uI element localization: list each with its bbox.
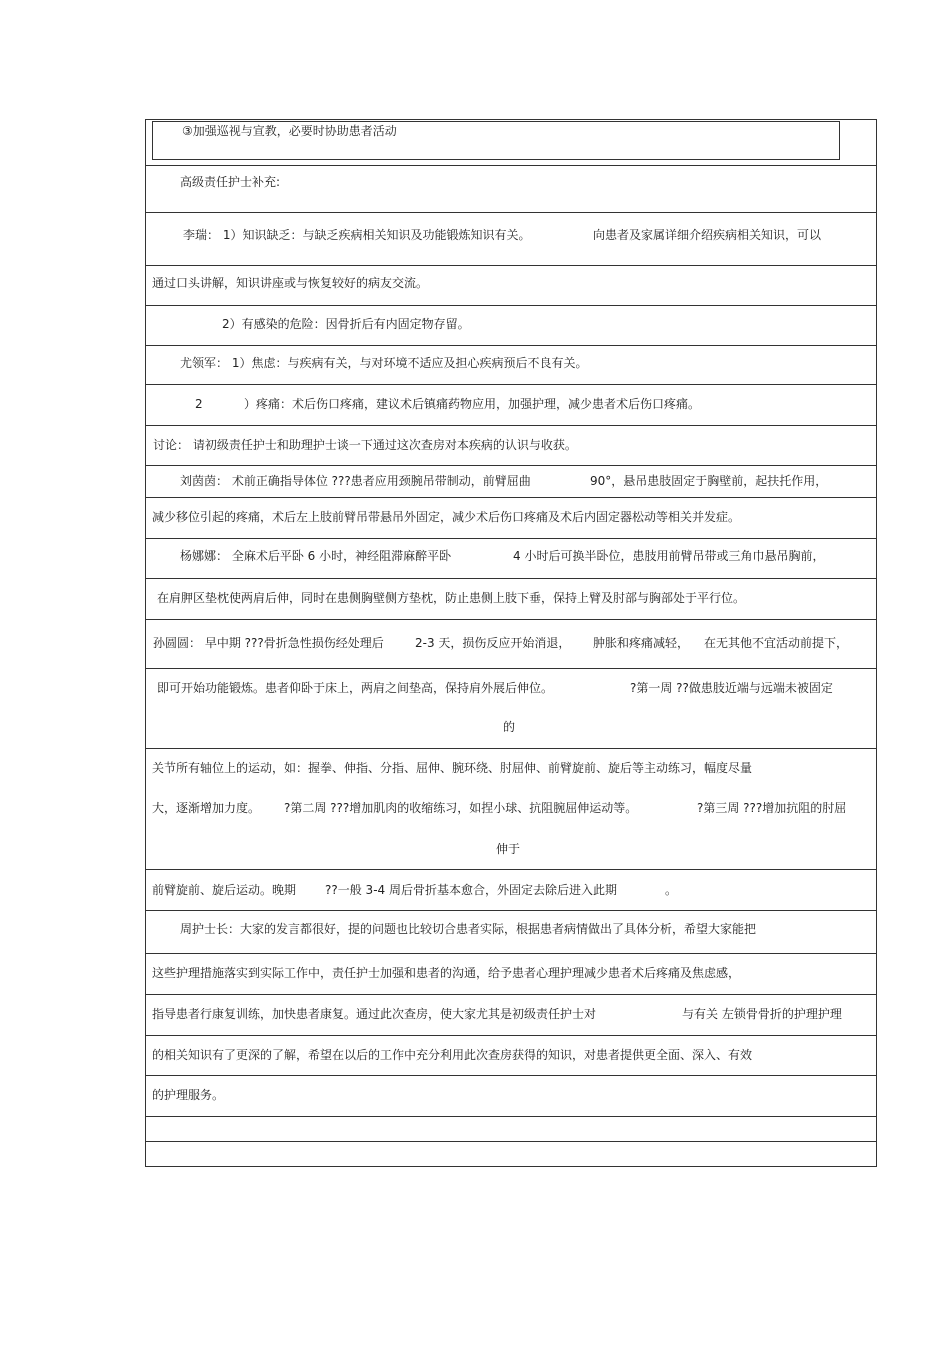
sun-yuanyuan-remark: 孙圆圆： 早中期 ???骨折急性损伤经处理后 bbox=[153, 636, 384, 650]
sun-yuanyuan-intensity: 大，逐渐增加力度。 bbox=[152, 801, 261, 815]
care-measure-3: ③加强巡视与宣教，必要时协助患者活动 bbox=[182, 124, 397, 138]
row-divider bbox=[145, 212, 876, 213]
row-divider bbox=[145, 345, 876, 346]
yang-nana-remark: 杨娜娜： 全麻术后平卧 6 小时，神经阻滞麻醉平卧 bbox=[180, 549, 452, 563]
row-divider bbox=[145, 265, 876, 266]
row-divider bbox=[145, 425, 876, 426]
sun-yuanyuan-remark-condition: 在无其他不宜活动前提下， bbox=[704, 636, 849, 650]
senior-nurse-supplement-heading: 高级责任护士补充: bbox=[180, 175, 281, 189]
sun-yuanyuan-week-2: ?第二周 ???增加肌肉的收缩练习，如捏小球、抗阻腕屈伸运动等。 bbox=[284, 801, 638, 815]
row-divider bbox=[145, 578, 876, 579]
row-divider bbox=[145, 1035, 876, 1036]
head-nurse-summary-line-3: 指导患者行康复训练，加快患者康复。通过此次查房，使大家尤其是初级责任护士对 bbox=[152, 1007, 597, 1021]
yang-nana-remark-line-2: 在肩胛区垫枕使两肩后伸，同时在患侧胸壁侧方垫枕，防止患侧上肢下垂，保持上臂及肘部与胸部处于平行位。 bbox=[157, 591, 746, 605]
head-nurse-summary-line-5: 的护理服务。 bbox=[152, 1088, 225, 1102]
head-nurse-summary-topic: 与有关 左锁骨骨折的护理护理 bbox=[682, 1007, 842, 1021]
sun-yuanyuan-week-1: ?第一周 ??做患肢近端与远端未被固定 bbox=[630, 681, 833, 695]
liu-yinyin-remark: 刘茵茵： 术前正确指导体位 ???患者应用颈腕吊带制动，前臂屈曲 bbox=[180, 474, 531, 488]
row-divider bbox=[145, 619, 876, 620]
sun-yuanyuan-wrap-word: 伸于 bbox=[496, 842, 521, 856]
row-divider bbox=[145, 748, 876, 749]
discussion-prompt: 讨论： 请初级责任护士和助理护士谈一下通过这次查房对本疾病的认识与收获。 bbox=[153, 438, 577, 452]
row-divider bbox=[145, 538, 876, 539]
li-rui-intervention: 向患者及家属详细介绍疾病相关知识，可以 bbox=[593, 228, 822, 242]
head-nurse-summary: 周护士长：大家的发言都很好，提的问题也比较切合患者实际，根据患者病情做出了具体分析，希望大家能把 bbox=[180, 922, 757, 936]
you-lingjun-diagnosis-2-number: 2 bbox=[195, 397, 203, 411]
sun-yuanyuan-week-3: ?第三周 ???增加抗阻的肘屈 bbox=[697, 801, 847, 815]
row-divider bbox=[145, 305, 876, 306]
liu-yinyin-remark-cont: 90°，悬吊患肢固定于胸壁前，起扶托作用， bbox=[590, 474, 828, 488]
row-divider bbox=[145, 1166, 876, 1167]
row-divider bbox=[145, 165, 876, 166]
yang-nana-remark-cont: 4 小时后可换半卧位，患肢用前臂吊带或三角巾悬吊胸前， bbox=[513, 549, 825, 563]
row-divider bbox=[145, 994, 876, 995]
row-divider bbox=[145, 1075, 876, 1076]
row-divider bbox=[145, 1116, 876, 1117]
you-lingjun-diagnosis-2: ）疼痛：术后伤口疼痛，建议术后镇痛药物应用，加强护理，减少患者术后伤口疼痛。 bbox=[244, 397, 701, 411]
sun-yuanyuan-joint-exercise: 关节所有轴位上的运动，如：握拳、伸指、分指、屈伸、腕环绕、肘屈伸、前臂旋前、旋后等主动练习，幅度尽量 bbox=[152, 761, 753, 775]
sun-yuanyuan-wrap-char: 的 bbox=[503, 720, 516, 734]
li-rui-intervention-cont: 通过口头讲解，知识讲座或与恢复较好的病友交流。 bbox=[152, 276, 429, 290]
sun-yuanyuan-exercise-start: 即可开始功能锻炼。患者仰卧于床上，两肩之间垫高，保持肩外展后伸位。 bbox=[157, 681, 554, 695]
li-rui-diagnosis-2: 2）有感染的危险：因骨折后有内固定物存留。 bbox=[222, 317, 470, 331]
you-lingjun-diagnosis-1: 尤领军： 1）焦虑：与疾病有关，与对环境不适应及担心疾病预后不良有关。 bbox=[180, 356, 588, 370]
row-divider bbox=[145, 465, 876, 466]
row-divider bbox=[145, 497, 876, 498]
liu-yinyin-remark-line-2: 减少移位引起的疼痛，术后左上肢前臂吊带悬吊外固定，减少术后伤口疼痛及术后内固定器松动等相关并发症。 bbox=[152, 510, 741, 524]
row-divider bbox=[145, 953, 876, 954]
row-divider bbox=[145, 384, 876, 385]
sun-yuanyuan-late-stage-cont: ??一般 3-4 周后骨折基本愈合，外固定去除后进入此期 bbox=[325, 883, 617, 897]
li-rui-diagnosis-1: 李瑞： 1）知识缺乏：与缺乏疾病相关知识及功能锻炼知识有关。 bbox=[183, 228, 531, 242]
sun-yuanyuan-late-stage: 前臂旋前、旋后运动。晚期 bbox=[152, 883, 297, 897]
row-divider bbox=[145, 668, 876, 669]
sun-yuanyuan-period: 。 bbox=[665, 883, 678, 897]
row-divider bbox=[145, 869, 876, 870]
row-divider bbox=[145, 119, 876, 120]
row-divider bbox=[145, 1141, 876, 1142]
head-nurse-summary-line-4: 的相关知识有了更深的了解，希望在以后的工作中充分利用此次查房获得的知识，对患者提供更全面、深入、有效 bbox=[152, 1048, 753, 1062]
sun-yuanyuan-remark-days: 2-3 天，损伤反应开始消退， bbox=[415, 636, 571, 650]
row-divider bbox=[145, 910, 876, 911]
sun-yuanyuan-remark-swelling: 肿胀和疼痛减轻， bbox=[593, 636, 690, 650]
head-nurse-summary-line-2: 这些护理措施落实到实际工作中，责任护士加强和患者的沟通，给予患者心理护理减少患者术后疼痛及焦虑感， bbox=[152, 966, 741, 980]
